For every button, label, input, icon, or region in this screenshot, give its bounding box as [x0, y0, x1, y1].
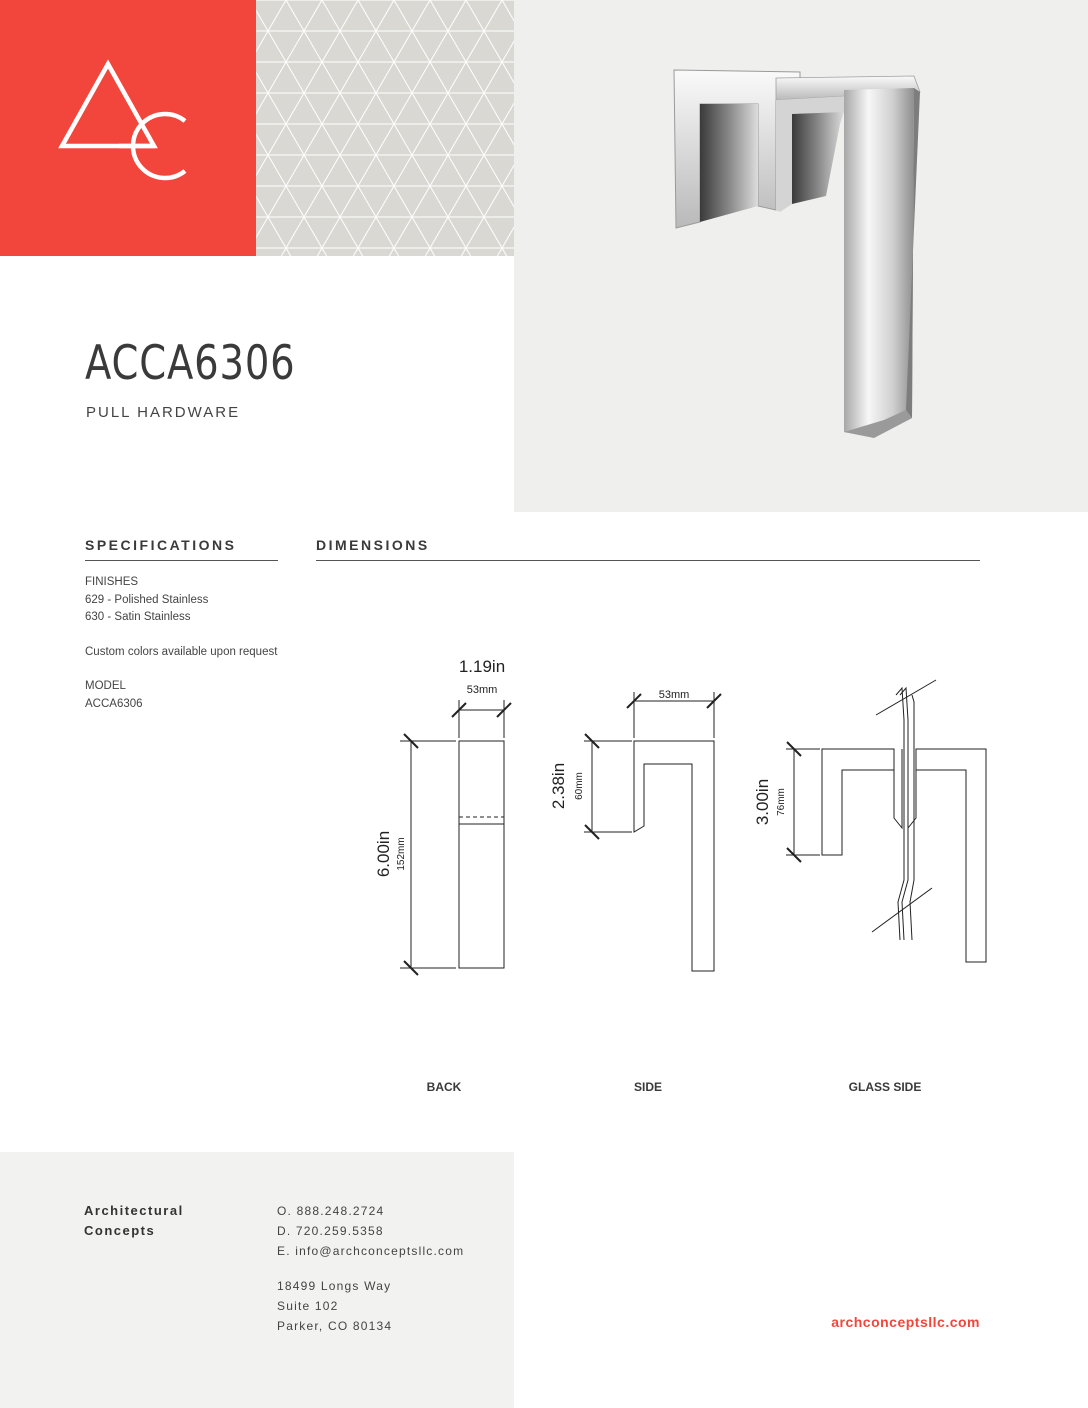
side-depth-mm: 60mm: [574, 772, 585, 800]
finish-item: 629 - Polished Stainless: [85, 593, 209, 606]
logo-block: [0, 0, 256, 256]
back-view-label: BACK: [426, 1080, 462, 1094]
side-view-drawing: [549, 689, 721, 971]
address-line: Suite 102: [277, 1299, 339, 1313]
address-line: Parker, CO 80134: [277, 1319, 393, 1333]
contact-info: [277, 1201, 464, 1336]
company-name-line: Concepts: [84, 1223, 156, 1238]
triangle-pattern-panel: [256, 0, 514, 256]
back-width-mm: 53mm: [466, 684, 498, 696]
finish-item: 630 - Satin Stainless: [85, 611, 191, 623]
office-phone: O. 888.248.2724: [277, 1204, 385, 1218]
company-name-line: Architectural: [84, 1203, 184, 1218]
triangle-circle-logo-icon: [0, 0, 256, 256]
glass-side-view-drawing: [753, 680, 986, 962]
finishes-label: FINISHES: [85, 576, 139, 588]
model-label: MODEL: [85, 680, 126, 692]
back-view-drawing: [374, 657, 511, 975]
glass-depth-mm: 76mm: [776, 788, 787, 816]
specifications-divider: [85, 560, 278, 561]
back-height-in: 6.00in: [374, 830, 393, 878]
email-link[interactable]: E. info@archconceptsllc.com: [277, 1244, 465, 1258]
product-category: PULL HARDWARE: [86, 404, 241, 421]
side-view-label: SIDE: [633, 1080, 663, 1094]
glass-side-view-label: GLASS SIDE: [848, 1080, 922, 1094]
address-line: 18499 Longs Way: [277, 1279, 392, 1293]
custom-colors-note: Custom colors available upon request: [85, 645, 278, 658]
specifications-heading: SPECIFICATIONS: [85, 537, 237, 553]
model-value: ACCA6306: [85, 697, 143, 710]
dimensions-heading: DIMENSIONS: [316, 537, 430, 553]
side-width-mm: 53mm: [658, 689, 690, 701]
company-name: [84, 1201, 184, 1241]
glass-depth-in: 3.00in: [753, 778, 772, 826]
product-photo: [514, 0, 1088, 512]
dimensions-divider: [316, 560, 980, 561]
dimension-drawings: [316, 640, 1016, 1060]
website-link[interactable]: archconceptsllc.com: [831, 1314, 980, 1330]
back-height-mm: 152mm: [396, 837, 407, 871]
page-title: ACCA6306: [85, 336, 296, 391]
direct-phone: D. 720.259.5358: [277, 1224, 384, 1238]
back-width-in: 1.19in: [458, 657, 506, 676]
side-depth-in: 2.38in: [549, 762, 568, 810]
specifications-list: [85, 574, 285, 713]
pull-handle-render-icon: [514, 0, 1088, 512]
triangle-pattern-icon: [256, 0, 514, 256]
